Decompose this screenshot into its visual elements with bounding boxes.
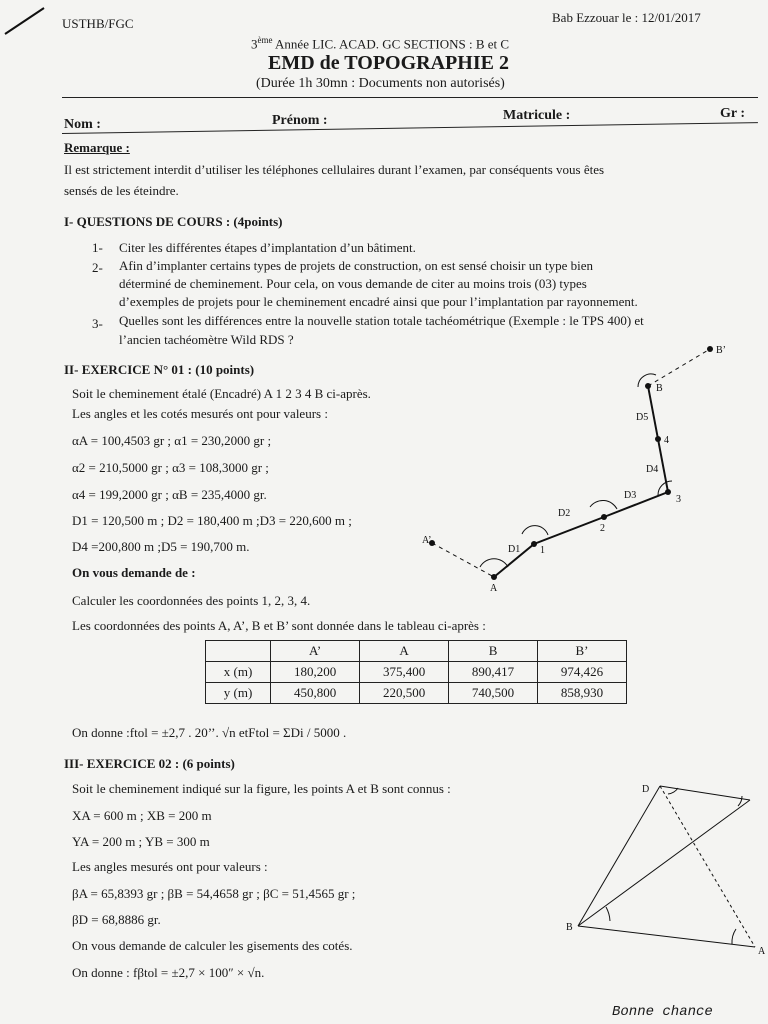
point-4 bbox=[655, 436, 661, 442]
point-2 bbox=[601, 514, 607, 520]
field-prenom: Prénom : bbox=[272, 113, 328, 128]
line-B-B-prime bbox=[648, 349, 710, 386]
line-A-prime-A bbox=[432, 543, 494, 577]
q1-number: 1- bbox=[92, 240, 103, 255]
point-B-prime bbox=[707, 346, 713, 352]
ex1-formula: On donne :ftol = ±2,7 . 20’’. √n etFtol = ΣDi / 5000 . bbox=[72, 725, 347, 740]
label-A: A bbox=[490, 583, 498, 594]
table-cell: 450,800 bbox=[271, 683, 360, 704]
ex1-angles-2: α2 = 210,5000 gr ; α3 = 108,3000 gr ; bbox=[72, 460, 269, 475]
year-line: 3ème Année LIC. ACAD. GC SECTIONS : B et C bbox=[251, 35, 510, 52]
pen-mark bbox=[0, 0, 50, 40]
label-D4: D4 bbox=[646, 464, 659, 475]
table-header-cell: B’ bbox=[538, 641, 627, 662]
table-cell: 890,417 bbox=[449, 662, 538, 683]
ex1-ask: Calculer les coordonnées des points 1, 2, 3, 4. bbox=[72, 593, 311, 608]
point-3 bbox=[665, 489, 671, 495]
line-D-A-dashed bbox=[660, 786, 755, 947]
ex1-angles-3: α4 = 199,2000 gr ; αB = 235,4000 gr. bbox=[72, 487, 267, 502]
ex2-betas-2: βD = 68,8886 gr. bbox=[72, 912, 161, 927]
angle-arc-A2 bbox=[732, 929, 736, 944]
label-3: 3 bbox=[676, 494, 681, 505]
angle-arc-1 bbox=[522, 526, 548, 535]
table-header-cell: B bbox=[449, 641, 538, 662]
q1-text: Citer les différentes étapes d’implantation d’un bâtiment. bbox=[119, 240, 416, 255]
remark-line-2: sensés de les éteindre. bbox=[64, 183, 179, 198]
ex2-formula: On donne : fβtol = ±2,7 × 100″ × √n. bbox=[72, 965, 265, 980]
angle-arc-A bbox=[480, 559, 508, 567]
point-1 bbox=[531, 541, 537, 547]
ex1-ask-heading: On vous demande de : bbox=[72, 565, 196, 580]
traverse-lines bbox=[432, 349, 710, 577]
remark-heading: Remarque : bbox=[64, 140, 130, 155]
point-B bbox=[645, 383, 651, 389]
q3-number: 3- bbox=[92, 316, 103, 331]
line-B-A bbox=[578, 926, 755, 947]
table-cell: 180,200 bbox=[271, 662, 360, 683]
q2-number: 2- bbox=[92, 260, 103, 275]
traverse-figure-1 bbox=[410, 335, 750, 595]
table-cell: 375,400 bbox=[360, 662, 449, 683]
field-groupe: Gr : bbox=[720, 106, 746, 121]
angle-arc-C bbox=[738, 796, 742, 806]
label-D3: D3 bbox=[624, 490, 637, 501]
table-row bbox=[206, 641, 627, 662]
line-D-C bbox=[660, 786, 750, 800]
coordinates-table bbox=[205, 640, 627, 704]
field-nom: Nom : bbox=[64, 117, 101, 132]
angle-arc-B2 bbox=[606, 907, 610, 921]
label-D: D bbox=[642, 784, 650, 795]
table-cell: y (m) bbox=[206, 683, 271, 704]
ex2-intro: Soit le cheminement indiqué sur la figure, les points A et B sont connus : bbox=[72, 781, 451, 796]
point-A bbox=[491, 574, 497, 580]
table-header-cell: A’ bbox=[271, 641, 360, 662]
label-2: 2 bbox=[600, 523, 605, 534]
ex1-table-intro: Les coordonnées des points A, A’, B et B’ sont donnée dans le tableau ci-après : bbox=[72, 618, 486, 633]
table-header-cell bbox=[206, 641, 271, 662]
q3-line-2: l’ancien tachéomètre Wild RDS ? bbox=[119, 332, 294, 347]
ex2-ask: On vous demande de calculer les gisements des cotés. bbox=[72, 938, 353, 953]
label-D1: D1 bbox=[508, 544, 521, 555]
ex1-angles-1: αA = 100,4503 gr ; α1 = 230,2000 gr ; bbox=[72, 433, 272, 448]
section2-heading: II- EXERCICE N° 01 : (10 points) bbox=[64, 362, 255, 377]
label-D2: D2 bbox=[558, 508, 571, 519]
label-1: 1 bbox=[540, 545, 545, 556]
ex2-x-coords: XA = 600 m ; XB = 200 m bbox=[72, 808, 212, 823]
exam-subtitle: (Durée 1h 30mn : Documents non autorisés) bbox=[256, 76, 505, 91]
ex2-betas-1: βA = 65,8393 gr ; βB = 54,4658 gr ; βC = 51,4565 gr ; bbox=[72, 886, 356, 901]
line-C-B bbox=[578, 800, 750, 926]
line-D-B bbox=[578, 786, 660, 926]
label-B: B bbox=[656, 383, 663, 394]
label-D5: D5 bbox=[636, 412, 649, 423]
label-A: A bbox=[758, 946, 765, 957]
table-header-cell: A bbox=[360, 641, 449, 662]
ex1-distances-2: D4 =200,800 m ;D5 = 190,700 m. bbox=[72, 539, 250, 554]
exam-date: Bab Ezzouar le : 12/01/2017 bbox=[552, 10, 701, 25]
section3-heading: III- EXERCICE 02 : (6 points) bbox=[64, 756, 235, 771]
ex1-distances-1: D1 = 120,500 m ; D2 = 180,400 m ;D3 = 220,600 m ; bbox=[72, 513, 352, 528]
table-cell: 740,500 bbox=[449, 683, 538, 704]
section1-heading: I- QUESTIONS DE COURS : (4points) bbox=[64, 214, 283, 229]
institution: USTHB/FGC bbox=[62, 16, 134, 31]
table-row bbox=[206, 662, 627, 683]
angle-arc-2 bbox=[590, 501, 617, 509]
exam-title: EMD de TOPOGRAPHIE 2 bbox=[268, 52, 509, 74]
closing-text: Bonne chance bbox=[612, 1004, 713, 1020]
label-B: B bbox=[566, 922, 573, 933]
q3-line-1: Quelles sont les différences entre la nouvelle station totale tachéométrique (Exemple : le TPS 400) et bbox=[119, 313, 644, 328]
label-4: 4 bbox=[664, 435, 669, 446]
table-cell: 220,500 bbox=[360, 683, 449, 704]
table-cell: 974,426 bbox=[538, 662, 627, 683]
table-row bbox=[206, 683, 627, 704]
header-divider bbox=[62, 97, 758, 98]
label-A-prime: A’ bbox=[422, 535, 432, 546]
q2-line-3: d’exemples de projets pour le cheminement encadré ainsi que pour l’implantation par rayonnement. bbox=[119, 294, 638, 309]
remark-line-1: Il est strictement interdit d’utiliser les téléphones cellulaires durant l’examen, par conséquents vous êtes bbox=[64, 162, 605, 177]
label-B-prime: B’ bbox=[716, 345, 726, 356]
fields-divider bbox=[62, 122, 758, 134]
traverse-points bbox=[429, 346, 713, 580]
traverse-figure-2 bbox=[560, 776, 765, 961]
ex1-intro-2: Les angles et les cotés mesurés ont pour valeurs : bbox=[72, 406, 328, 421]
q2-line-1: Afin d’implanter certains types de projets de construction, on est sensé choisir un type bien bbox=[119, 258, 594, 273]
q2-line-2: déterminé de cheminement. Pour cela, on vous demande de citer au moins trois (03) types bbox=[119, 276, 587, 291]
table-cell: 858,930 bbox=[538, 683, 627, 704]
field-matricule: Matricule : bbox=[503, 108, 571, 123]
table-cell: x (m) bbox=[206, 662, 271, 683]
ex2-y-coords: YA = 200 m ; YB = 300 m bbox=[72, 834, 210, 849]
ex2-angles-intro: Les angles mesurés ont pour valeurs : bbox=[72, 859, 268, 874]
ex1-intro-1: Soit le cheminement étalé (Encadré) A 1 2 3 4 B ci-après. bbox=[72, 386, 371, 401]
